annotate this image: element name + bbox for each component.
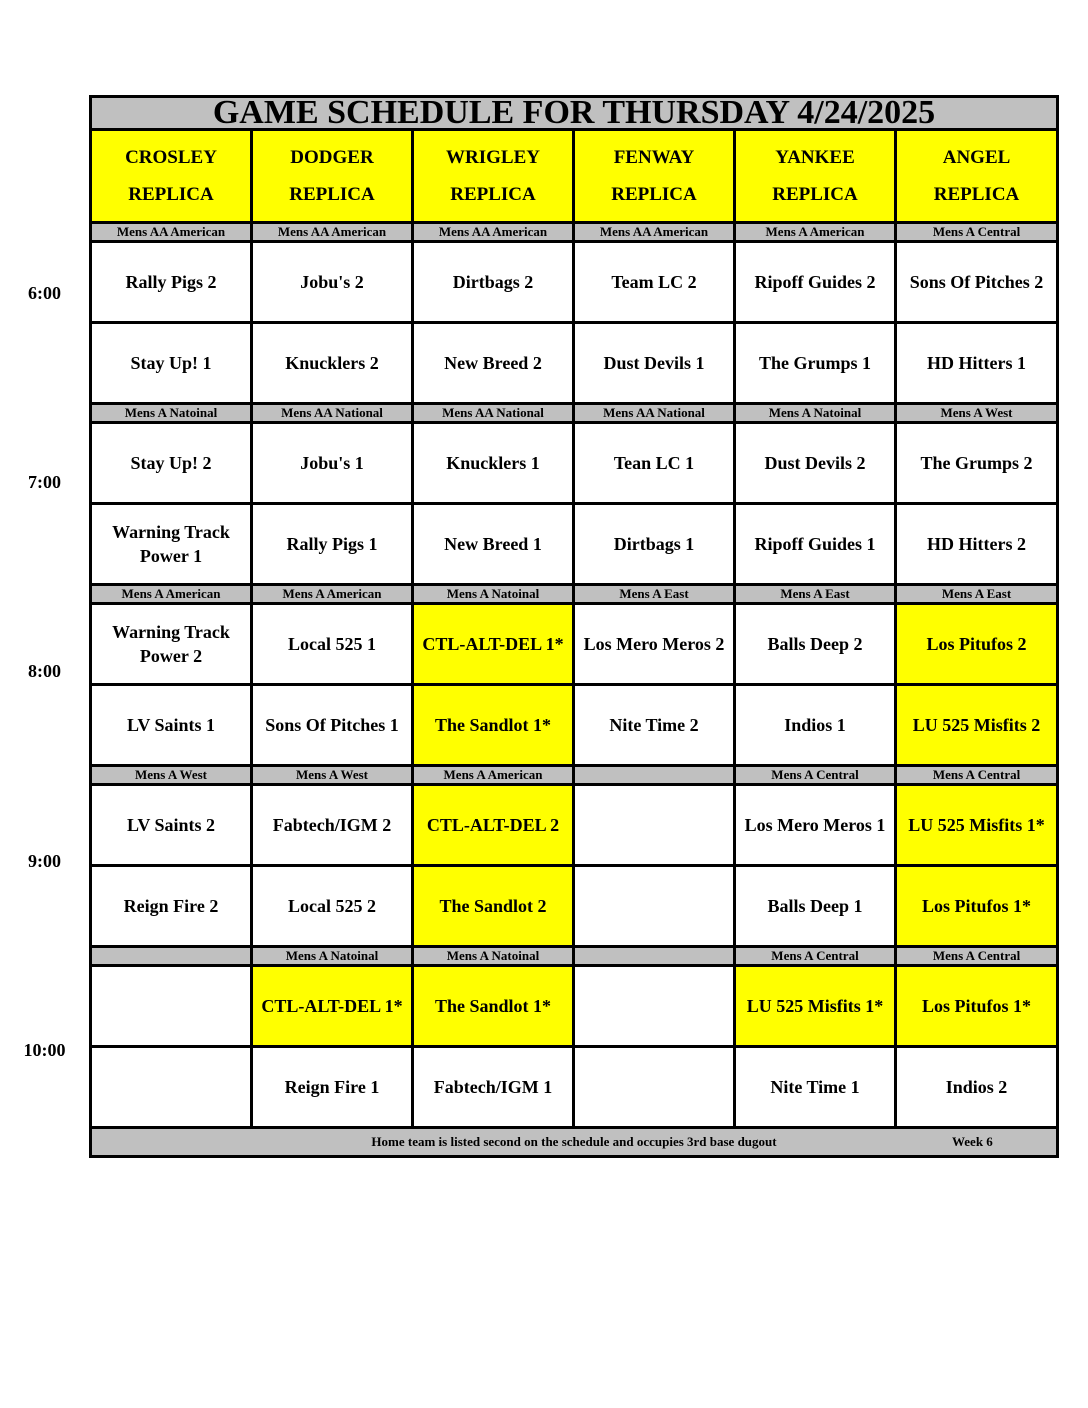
- away-team-row: [91, 604, 1058, 685]
- team-cell: Dust Devils 2: [735, 423, 896, 504]
- team-cell-highlighted: Los Pitufos 2: [896, 604, 1058, 685]
- division-label: Mens AA American: [413, 223, 574, 242]
- team-cell: Sons Of Pitches 2: [896, 242, 1058, 323]
- field-header-angel: ANGEL REPLICA: [896, 130, 1058, 223]
- team-cell: Dust Devils 1: [574, 323, 735, 404]
- division-label: Mens A American: [252, 585, 413, 604]
- division-label: Mens A Central: [735, 766, 896, 785]
- home-team-row: [91, 685, 1058, 766]
- time-column: [0, 0, 89, 1408]
- division-label: Mens A West: [896, 404, 1058, 423]
- team-cell: LV Saints 1: [91, 685, 252, 766]
- team-cell: New Breed 1: [413, 504, 574, 585]
- division-label: Mens A East: [896, 585, 1058, 604]
- team-cell-empty: [91, 966, 252, 1047]
- team-cell-highlighted: CTL-ALT-DEL 1*: [252, 966, 413, 1047]
- time-label-9: 9:00: [28, 851, 61, 871]
- division-label: [574, 766, 735, 785]
- team-cell: Los Mero Meros 1: [735, 785, 896, 866]
- team-cell: Stay Up! 1: [91, 323, 252, 404]
- away-team-row: [91, 242, 1058, 323]
- team-cell: Team LC 2: [574, 242, 735, 323]
- team-cell: Warning Track Power 2: [91, 604, 252, 685]
- division-label: Mens A West: [91, 766, 252, 785]
- team-cell: Balls Deep 1: [735, 866, 896, 947]
- team-cell-empty: [574, 1047, 735, 1128]
- team-cell: Jobu's 1: [252, 423, 413, 504]
- division-row: [91, 223, 1058, 242]
- page-title: GAME SCHEDULE FOR THURSDAY 4/24/2025: [91, 97, 1058, 130]
- team-cell-highlighted: LU 525 Misfits 1*: [735, 966, 896, 1047]
- field-header-fenway: FENWAY REPLICA: [574, 130, 735, 223]
- team-cell: Nite Time 1: [735, 1047, 896, 1128]
- division-label: Mens A Natoinal: [413, 585, 574, 604]
- division-label: Mens A American: [91, 585, 252, 604]
- team-cell: HD Hitters 2: [896, 504, 1058, 585]
- division-label: Mens AA National: [252, 404, 413, 423]
- team-cell: New Breed 2: [413, 323, 574, 404]
- footer-note: Home team is listed second on the schedule and occupies 3rd base dugout: [371, 1134, 777, 1149]
- away-team-row: [91, 785, 1058, 866]
- division-row: [91, 585, 1058, 604]
- division-row: [91, 766, 1058, 785]
- schedule-table: [89, 95, 1059, 1158]
- home-team-row: [91, 323, 1058, 404]
- team-cell-highlighted: Los Pitufos 1*: [896, 866, 1058, 947]
- team-cell: Stay Up! 2: [91, 423, 252, 504]
- division-label: Mens A American: [413, 766, 574, 785]
- team-cell: HD Hitters 1: [896, 323, 1058, 404]
- division-label: Mens AA National: [574, 404, 735, 423]
- division-label: [91, 947, 252, 966]
- home-team-row: [91, 504, 1058, 585]
- division-label: Mens AA American: [252, 223, 413, 242]
- division-label: Mens AA National: [413, 404, 574, 423]
- team-cell-highlighted: CTL-ALT-DEL 2: [413, 785, 574, 866]
- team-cell: Knucklers 2: [252, 323, 413, 404]
- schedule-sheet: [89, 95, 1056, 1158]
- division-label: Mens A East: [735, 585, 896, 604]
- team-cell: Balls Deep 2: [735, 604, 896, 685]
- footer-row: [91, 1128, 1058, 1157]
- team-cell: Dirtbags 2: [413, 242, 574, 323]
- footer-band: [91, 1128, 1058, 1157]
- team-cell: Reign Fire 2: [91, 866, 252, 947]
- away-team-row: [91, 423, 1058, 504]
- team-cell: Knucklers 1: [413, 423, 574, 504]
- team-cell: The Grumps 2: [896, 423, 1058, 504]
- week-label: Week 6: [952, 1134, 993, 1149]
- division-label: Mens A Central: [735, 947, 896, 966]
- team-cell-empty: [574, 966, 735, 1047]
- team-cell: Local 525 1: [252, 604, 413, 685]
- division-row: [91, 947, 1058, 966]
- field-header-crosley: CROSLEY REPLICA: [91, 130, 252, 223]
- team-cell: Los Mero Meros 2: [574, 604, 735, 685]
- team-cell: Local 525 2: [252, 866, 413, 947]
- team-cell-highlighted: The Sandlot 1*: [413, 966, 574, 1047]
- division-label: Mens A Natoinal: [413, 947, 574, 966]
- team-cell-empty: [574, 866, 735, 947]
- division-row: [91, 404, 1058, 423]
- team-cell: LV Saints 2: [91, 785, 252, 866]
- team-cell: Indios 1: [735, 685, 896, 766]
- team-cell: Fabtech/IGM 1: [413, 1047, 574, 1128]
- time-label-7: 7:00: [28, 472, 61, 492]
- team-cell-highlighted: The Sandlot 2: [413, 866, 574, 947]
- away-team-row: [91, 966, 1058, 1047]
- team-cell: Nite Time 2: [574, 685, 735, 766]
- team-cell-highlighted: CTL-ALT-DEL 1*: [413, 604, 574, 685]
- field-header-dodger: DODGER REPLICA: [252, 130, 413, 223]
- team-cell: Rally Pigs 2: [91, 242, 252, 323]
- division-label: Mens AA American: [91, 223, 252, 242]
- team-cell: Sons Of Pitches 1: [252, 685, 413, 766]
- division-label: Mens A West: [252, 766, 413, 785]
- home-team-row: [91, 1047, 1058, 1128]
- division-label: Mens A Central: [896, 223, 1058, 242]
- team-cell-empty: [91, 1047, 252, 1128]
- team-cell: Jobu's 2: [252, 242, 413, 323]
- team-cell: Warning Track Power 1: [91, 504, 252, 585]
- field-header-row: [91, 130, 1058, 223]
- division-label: Mens A Central: [896, 947, 1058, 966]
- time-label-6: 6:00: [28, 283, 61, 303]
- home-team-row: [91, 866, 1058, 947]
- team-cell: Indios 2: [896, 1047, 1058, 1128]
- team-cell-empty: [574, 785, 735, 866]
- team-cell-highlighted: LU 525 Misfits 2: [896, 685, 1058, 766]
- team-cell: Rally Pigs 1: [252, 504, 413, 585]
- team-cell: Dirtbags 1: [574, 504, 735, 585]
- team-cell-highlighted: LU 525 Misfits 1*: [896, 785, 1058, 866]
- time-label-8: 8:00: [28, 661, 61, 681]
- division-label: Mens A Natoinal: [91, 404, 252, 423]
- team-cell: Ripoff Guides 2: [735, 242, 896, 323]
- division-label: [574, 947, 735, 966]
- division-label: Mens A Natoinal: [252, 947, 413, 966]
- division-label: Mens A American: [735, 223, 896, 242]
- division-label: Mens A East: [574, 585, 735, 604]
- field-header-yankee: YANKEE REPLICA: [735, 130, 896, 223]
- team-cell: Tean LC 1: [574, 423, 735, 504]
- field-header-wrigley: WRIGLEY REPLICA: [413, 130, 574, 223]
- team-cell: Fabtech/IGM 2: [252, 785, 413, 866]
- team-cell: Ripoff Guides 1: [735, 504, 896, 585]
- team-cell-highlighted: Los Pitufos 1*: [896, 966, 1058, 1047]
- team-cell: The Grumps 1: [735, 323, 896, 404]
- division-label: Mens A Natoinal: [735, 404, 896, 423]
- time-label-10: 10:00: [23, 1040, 66, 1060]
- team-cell-highlighted: The Sandlot 1*: [413, 685, 574, 766]
- division-label: Mens A Central: [896, 766, 1058, 785]
- team-cell: Reign Fire 1: [252, 1047, 413, 1128]
- division-label: Mens AA American: [574, 223, 735, 242]
